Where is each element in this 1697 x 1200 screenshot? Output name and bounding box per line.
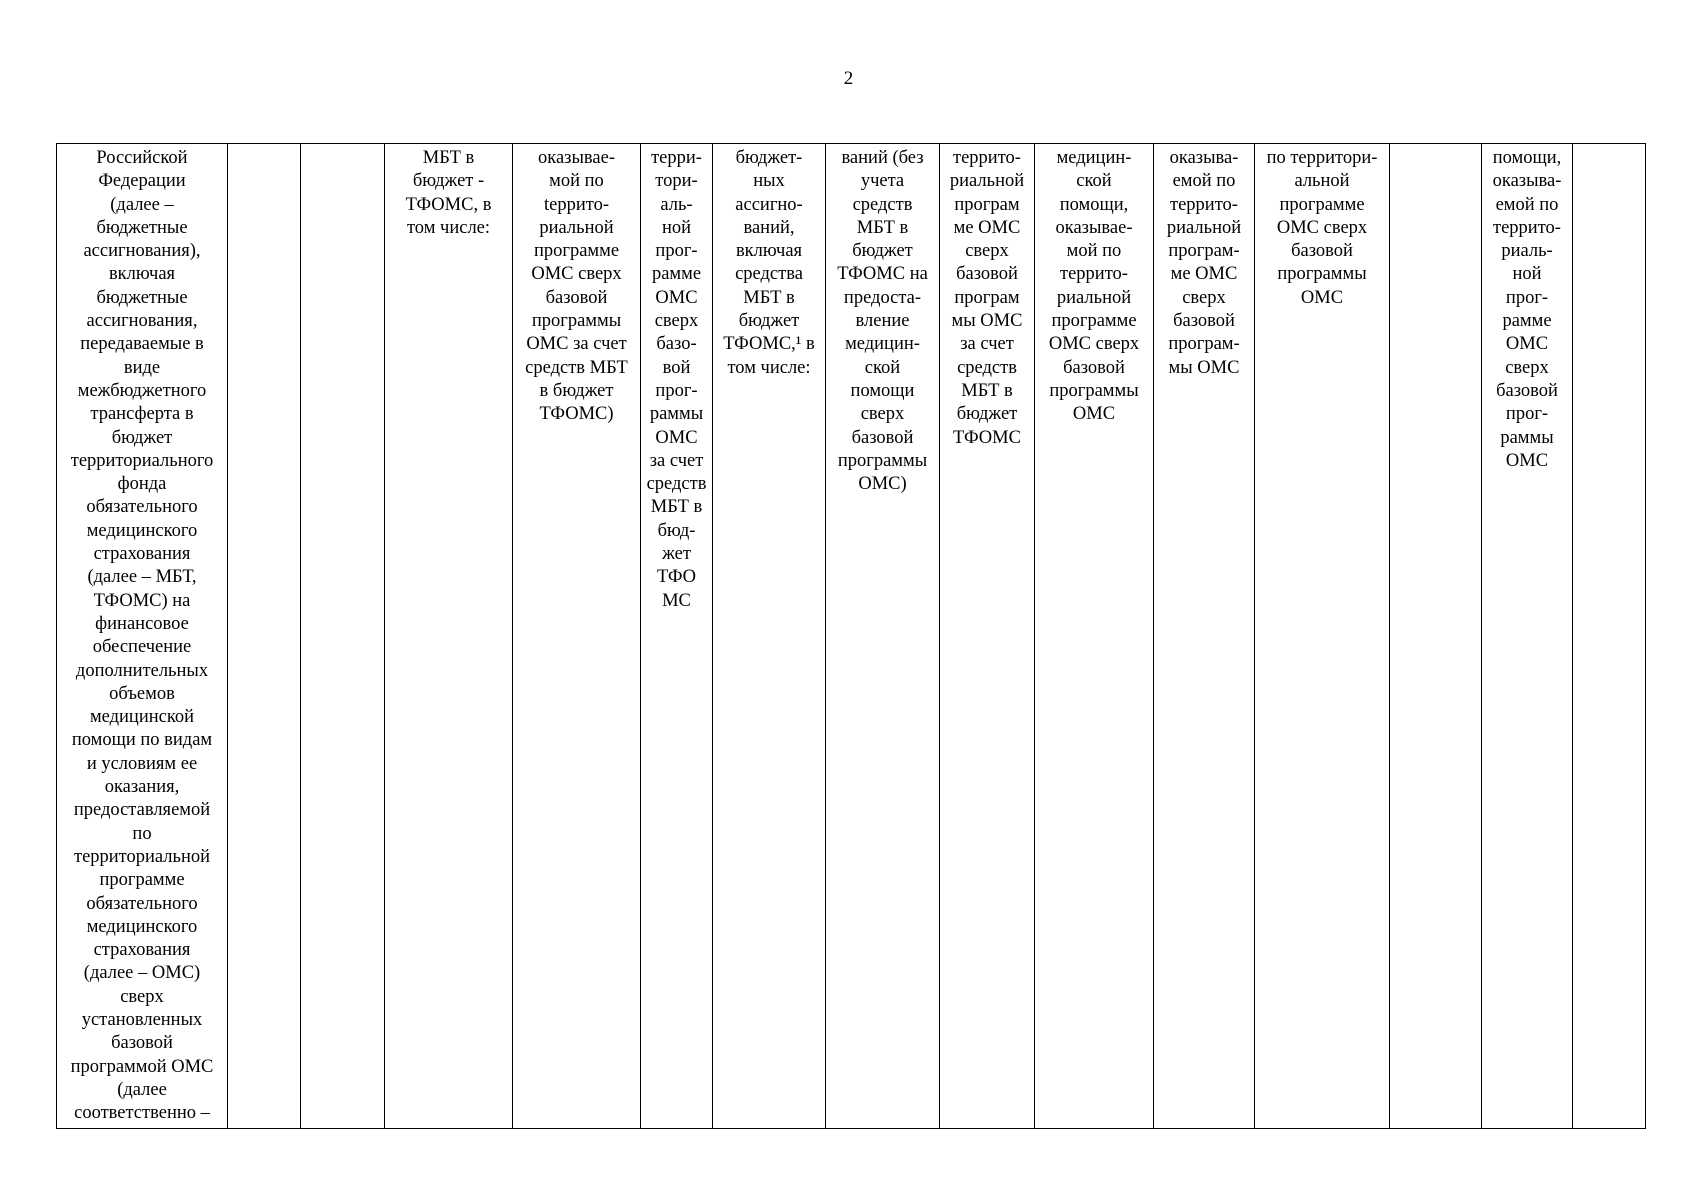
table-cell-col-13: [1390, 144, 1482, 1129]
table-cell-col-1: Российской Федерации (далее – бюджетные ассигнования), включая бюджетные ассигнования, передаваемые в виде межбюджетного трансферта в бюджет территориального фонда обязательного медицинского страхования (далее – МБТ, ТФОМС) на финансовое обеспечение дополнительных объемов медицинской помощи по видам и условиям ее оказания, предоставляемой по территориальной программе обязательного медицинского страхования (далее – ОМС) сверх установленных базовой программой ОМС (далее соответственно –: [57, 144, 228, 1129]
table-cell-col-8: ваний (без учета средств МБТ в бюджет ТФОМС на предоста- вление медицин- ской помощи сверх базовой программы ОМС): [826, 144, 940, 1129]
table-cell-col-15: [1573, 144, 1646, 1129]
table-cell-col-5: оказывае- мой по tеррито- риальной программе ОМС сверх базовой программы ОМС за счет средств МБТ в бюджет ТФОМС): [513, 144, 641, 1129]
table-cell-col-14: помощи, оказыва- емой по террито- риаль- ной прог- рамме ОМС сверх базовой прог- раммы ОМС: [1482, 144, 1573, 1129]
table-cell-col-11: оказыва- емой по террито- риальной програм- ме ОМС сверх базовой програм- мы ОМС: [1154, 144, 1255, 1129]
table-cell-col-4: МБТ в бюджет - ТФОМС, в том числе:: [385, 144, 513, 1129]
table-cell-col-9: террито- риальной програм ме ОМС сверх базовой програм мы ОМС за счет средств МБТ в бюджет ТФОМС: [940, 144, 1035, 1129]
page-number: 2: [843, 68, 854, 89]
table-cell-col-6: терри- тори- аль- ной прог- рамме ОМС сверх базо- вой прог- раммы ОМС за счет средств МБТ в бюд- жет ТФО МС: [641, 144, 713, 1129]
table-row: [57, 144, 1646, 1129]
table-cell-col-3: [301, 144, 385, 1129]
financing-table: [56, 143, 1646, 1129]
table-cell-col-2: [228, 144, 301, 1129]
table-cell-col-12: по территори- альной программе ОМС сверх базовой программы ОМС: [1255, 144, 1390, 1129]
table-cell-col-10: медицин- ской помощи, оказывае- мой по террито- риальной программе ОМС сверх базовой программы ОМС: [1035, 144, 1154, 1129]
table-cell-col-7: бюджет- ных ассигно- ваний, включая средства МБТ в бюджет ТФОМС,¹ в том числе:: [713, 144, 826, 1129]
